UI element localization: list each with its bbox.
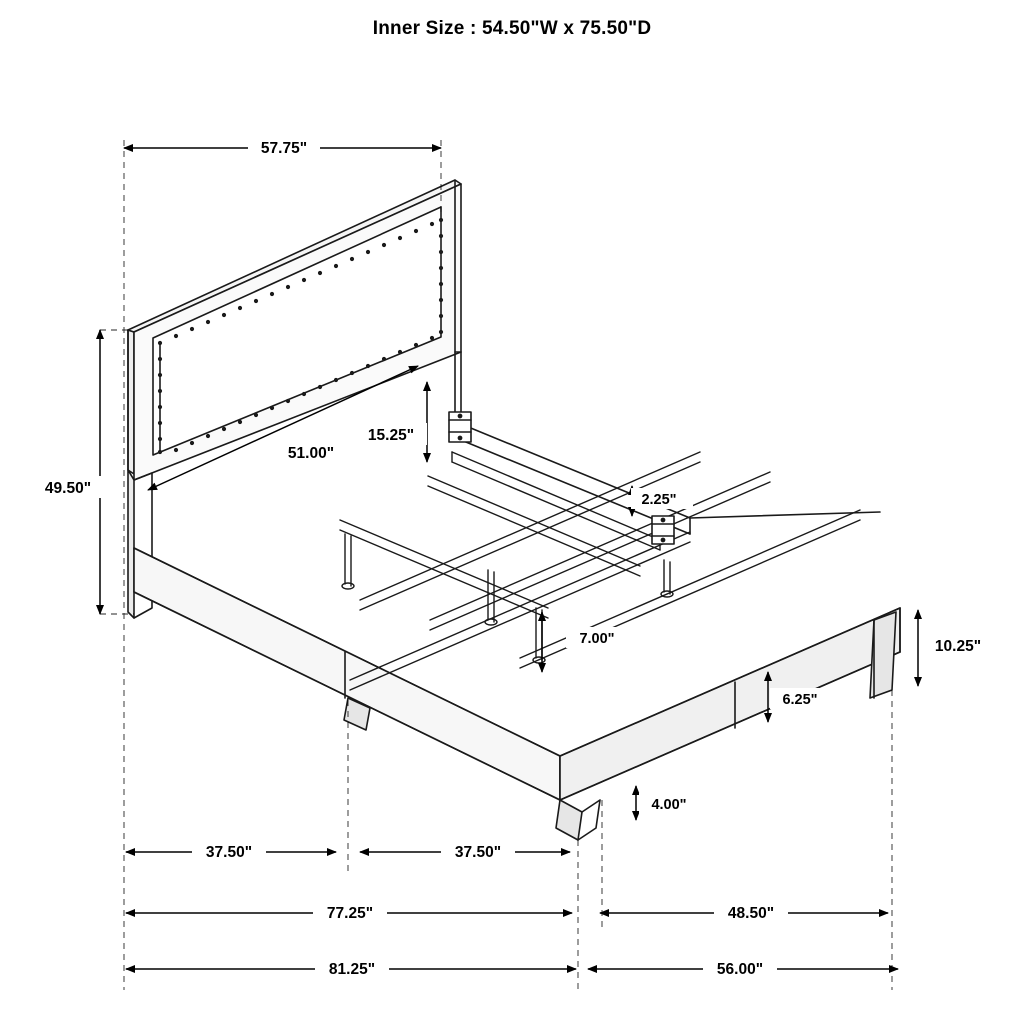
extension-lines [100, 140, 892, 990]
dimension-label-slat-to-floor: 7.00" [579, 631, 615, 647]
dimension-label-rail-height: 10.25" [934, 638, 982, 655]
dimension-rail-height [918, 610, 996, 686]
dimension-label-leg-height: 4.00" [651, 797, 687, 813]
dimension-headboard-width [124, 136, 441, 158]
rail-bracket-lower [652, 516, 674, 544]
dimension-label-overall-height: 49.50" [44, 480, 92, 497]
dimension-label-overall-length: 81.25" [328, 961, 376, 978]
dimension-overall-height [34, 330, 102, 614]
dimension-label-rail-to-floor: 6.25" [782, 692, 818, 708]
dimension-slat-to-floor [542, 612, 628, 672]
dimension-leg-height [636, 786, 701, 820]
dimension-rear-span [360, 840, 570, 862]
dimension-rail-to-slat [631, 486, 693, 516]
bed-illustration [128, 180, 900, 840]
dimension-label-rear-span: 37.50" [454, 844, 502, 861]
dimension-label-headboard-width: 57.75" [260, 140, 308, 157]
dimension-label-side-rail-length: 77.25" [326, 905, 374, 922]
dimension-front-span [126, 840, 336, 862]
dimension-label-overall-width: 56.00" [716, 961, 764, 978]
rail-bracket-upper [449, 412, 471, 442]
dimension-overall-width [588, 957, 898, 979]
dimension-label-footboard-depth: 48.50" [727, 905, 775, 922]
page-title: Inner Size : 54.50"W x 75.50"D [372, 18, 652, 39]
dimension-side-rail-length [126, 901, 572, 923]
dimension-label-front-span: 37.50" [205, 844, 253, 861]
dimension-label-headboard-to-rail: 15.25" [367, 427, 415, 444]
dimension-label-headboard-panel-height: 51.00" [287, 445, 335, 462]
dimension-label-rail-to-slat: 2.25" [641, 492, 677, 508]
dimension-overall-length [126, 957, 576, 979]
dimension-footboard-depth [600, 901, 888, 923]
dimension-headboard-to-rail [355, 382, 427, 462]
slat-support-frame [340, 452, 860, 690]
